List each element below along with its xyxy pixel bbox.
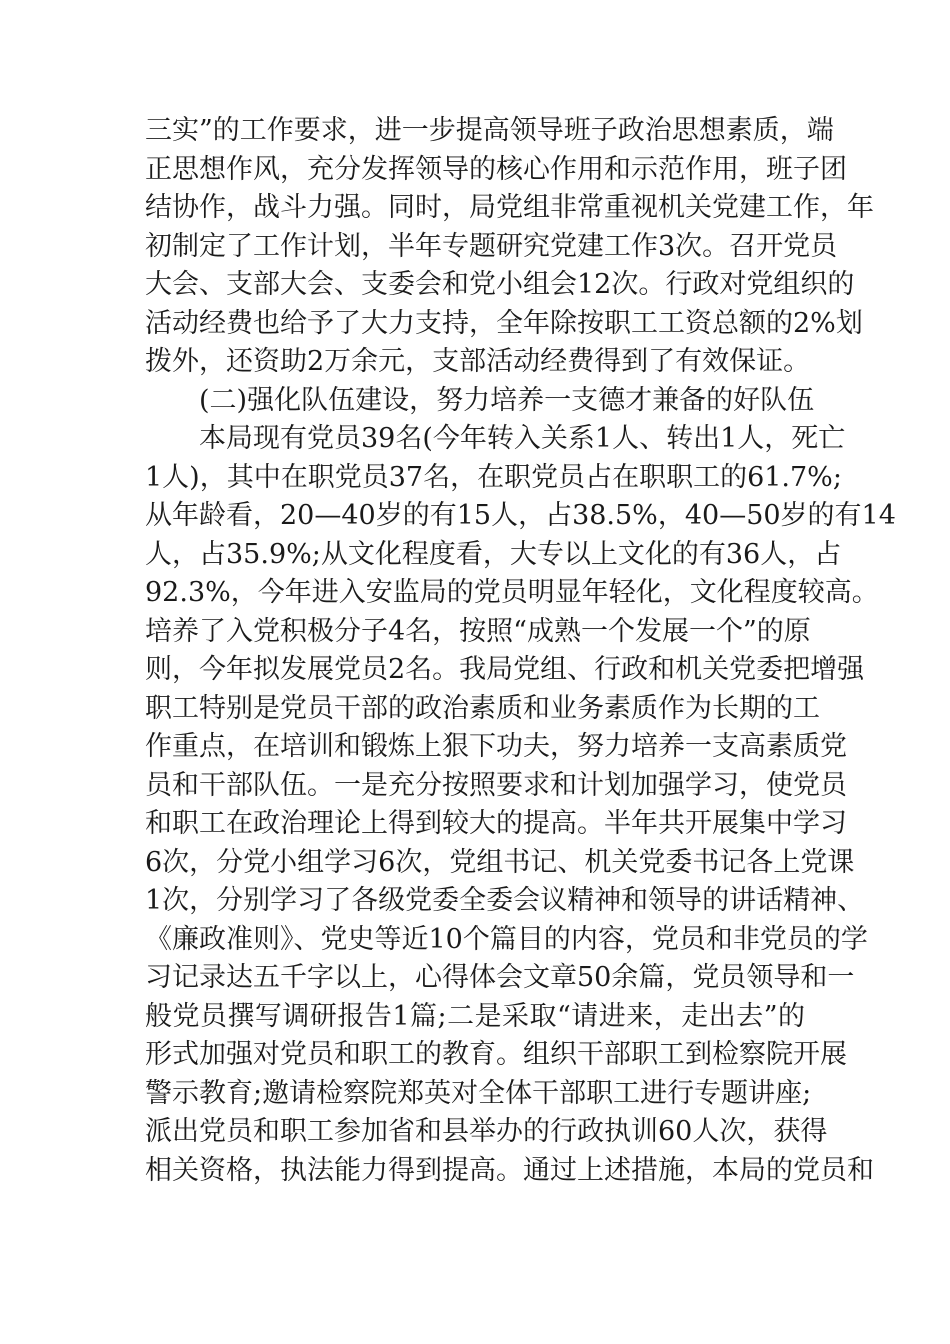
- text-line: 相关资格，执法能力得到提高。通过上述措施，本局的党员和: [145, 1154, 874, 1186]
- text-line: 员和干部队伍。一是充分按照要求和计划加强学习，使党员: [145, 769, 847, 801]
- text-line: 初制定了工作计划，半年专题研究党建工作3次。召开党员: [145, 230, 838, 262]
- text-line: 警示教育;邀请检察院郑英对全体干部职工进行专题讲座;: [145, 1077, 812, 1109]
- text-line: 习记录达五千字以上，心得体会文章50余篇，党员领导和一: [145, 962, 855, 993]
- text-line: 培养了入党积极分子4名，按照“成熟一个发展一个”的原: [145, 615, 811, 647]
- text-line: 职工特别是党员干部的政治素质和业务素质作为长期的工: [145, 692, 820, 724]
- text-line: 人，占35.9%;从文化程度看，大专以上文化的有36人，占: [145, 538, 842, 570]
- text-line: 正思想作风，充分发挥领导的核心作用和示范作用，班子团: [145, 153, 847, 185]
- text-line: 作重点，在培训和锻炼上狠下功夫，努力培养一支高素质党: [145, 731, 847, 762]
- text-line: 1次，分别学习了各级党委全委会议精神和领导的讲话精神、: [145, 885, 865, 916]
- text-line: 和职工在政治理论上得到较大的提高。半年共开展集中学习: [145, 808, 847, 839]
- text-line: 结协作，战斗力强。同时，局党组非常重视机关党建工作，年: [145, 192, 874, 223]
- paragraph-end-line: 拨外，还资助2万余元，支部活动经费得到了有效保证。: [145, 346, 811, 377]
- text-line: 般党员撰写调研报告1篇;二是采取“请进来，走出去”的: [145, 1000, 805, 1032]
- text-line: 6次，分党小组学习6次，党组书记、机关党委书记各上党课: [145, 846, 855, 878]
- text-line: 大会、支部大会、支委会和党小组会12次。行政对党组织的: [145, 269, 855, 300]
- paragraph-first-line: 本局现有党员39名(今年转入关系1人、转出1人，死亡: [199, 423, 846, 454]
- text-line: 活动经费也给予了大力支持，全年除按职工工资总额的2%划: [145, 307, 863, 339]
- document-body: [145, 112, 896, 1190]
- text-line: 则，今年拟发展党员2名。我局党组、行政和机关党委把增强: [145, 654, 865, 685]
- text-line: 92.3%，今年进入安监局的党员明显年轻化，文化程度较高。: [145, 577, 879, 608]
- text-line: 从年龄看，20—40岁的有15人，占38.5%，40—50岁的有14: [145, 500, 896, 531]
- section-heading: (二)强化队伍建设，努力培养一支德才兼备的好队伍: [199, 384, 815, 416]
- text-line: 三实”的工作要求，进一步提高领导班子政治思想素质，端: [145, 115, 834, 146]
- text-line: 《廉政准则》、党史等近10个篇目的内容，党员和非党员的学: [145, 923, 868, 955]
- text-line: 形式加强对党员和职工的教育。组织干部职工到检察院开展: [145, 1039, 847, 1070]
- text-line: 派出党员和职工参加省和县举办的行政执训60人次，获得: [145, 1116, 828, 1147]
- text-line: 1人)，其中在职党员37名，在职党员占在职职工的61.7%;: [145, 461, 842, 493]
